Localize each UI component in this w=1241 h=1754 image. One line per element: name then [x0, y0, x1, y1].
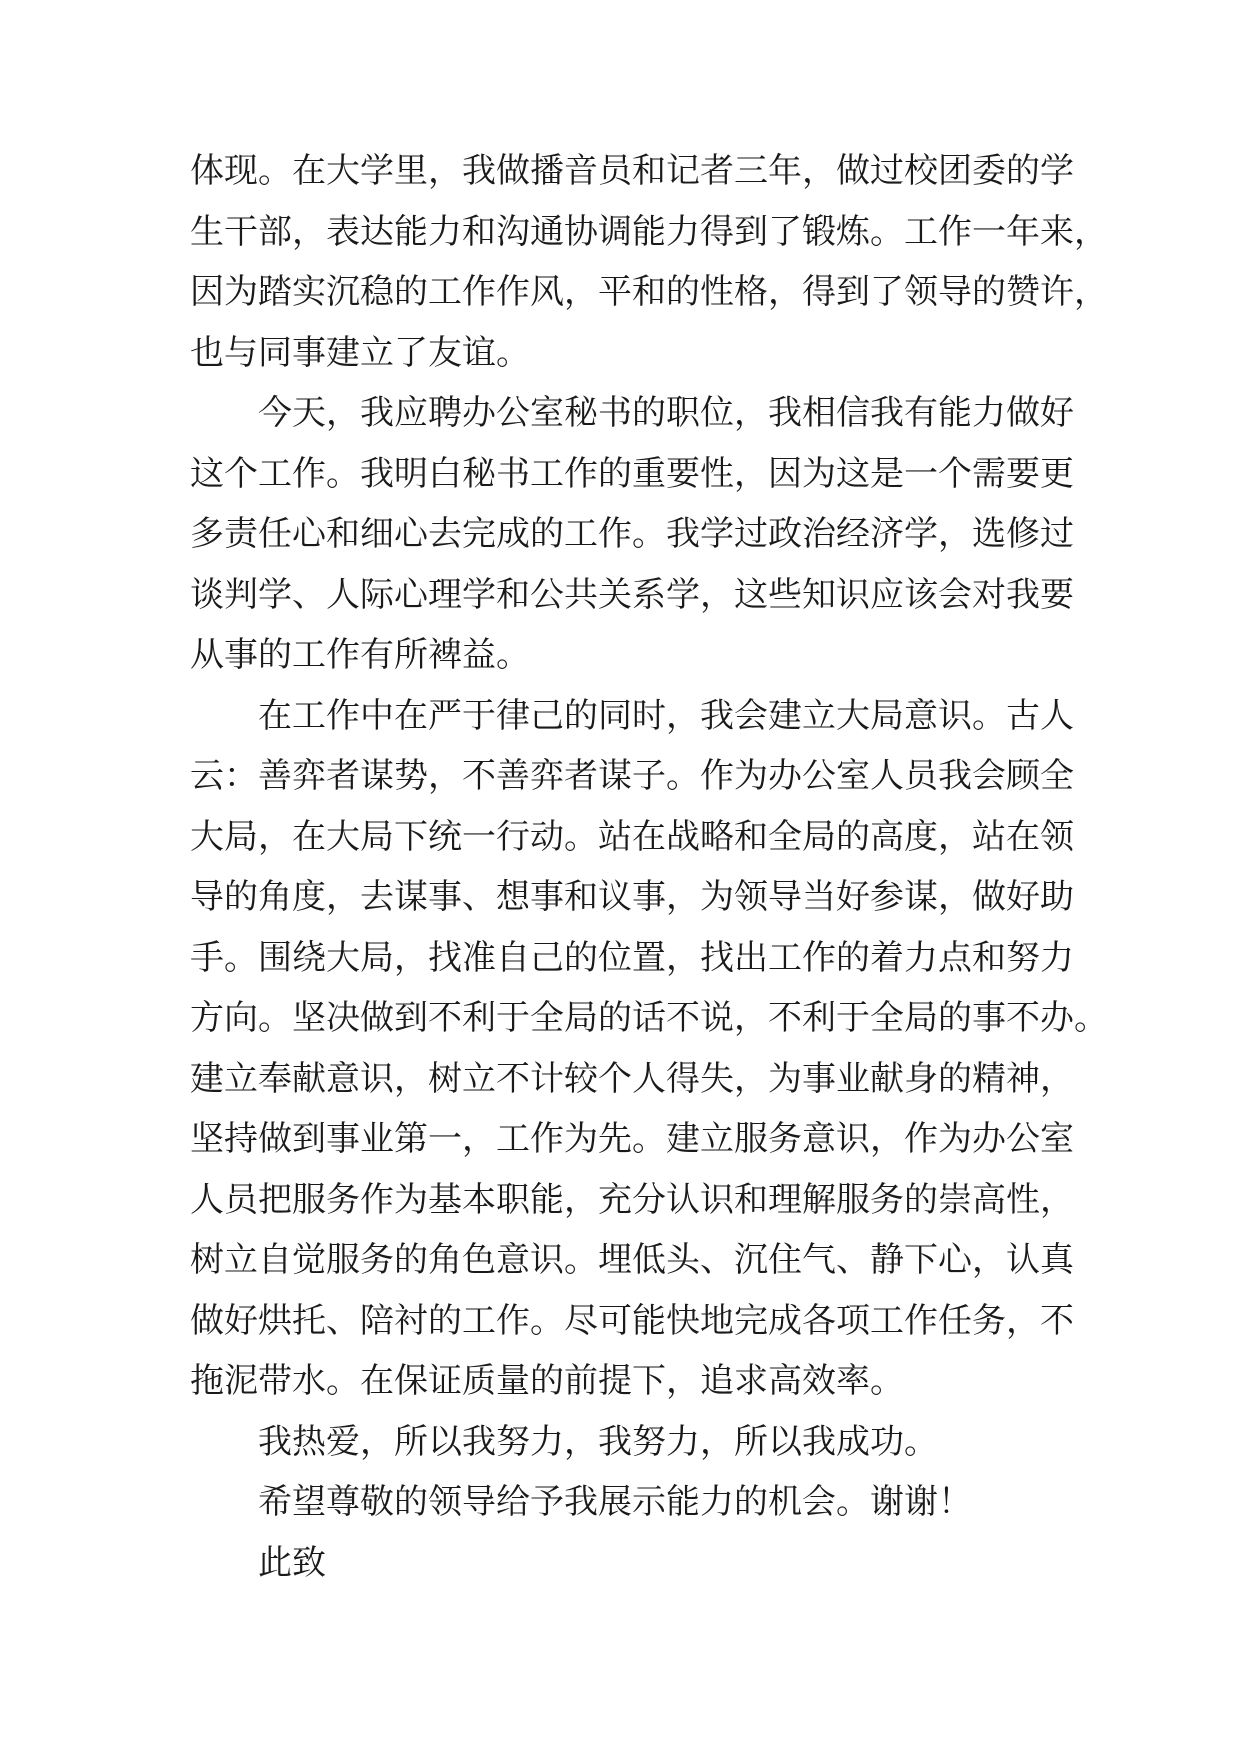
text-line: 建立奉献意识，树立不计较个人得失，为事业献身的精神， — [190, 1058, 1074, 1099]
text-line: 希望尊敬的领导给予我展示能力的机会。谢谢！ — [258, 1482, 972, 1522]
text-line: 多责任心和细心去完成的工作。我学过政治经济学，选修过 — [190, 514, 1074, 554]
text-line: 树立自觉服务的角色意识。埋低头、沉住气、静下心，认真 — [190, 1240, 1074, 1280]
text-line: 谈判学、人际心理学和公共关系学，这些知识应该会对我要 — [190, 574, 1074, 615]
text-line: 导的角度，去谋事、想事和议事，为领导当好参谋，做好助 — [190, 877, 1074, 917]
text-line: 拖泥带水。在保证质量的前提下，追求高效率。 — [190, 1361, 904, 1401]
text-line: 也与同事建立了友谊。 — [190, 332, 530, 373]
text-line: 手。围绕大局，找准自己的位置，找出工作的着力点和努力 — [190, 937, 1074, 978]
text-line: 因为踏实沉稳的工作作风，平和的性格，得到了领导的赞许， — [190, 272, 1108, 312]
text-line: 方向。坚决做到不利于全局的话不说，不利于全局的事不办。 — [190, 998, 1108, 1038]
text-line: 生干部，表达能力和沟通协调能力得到了锻炼。工作一年来， — [190, 211, 1108, 252]
text-line: 在工作中在严于律己的同时，我会建立大局意识。古人 — [258, 695, 1074, 736]
text-line: 大局，在大局下统一行动。站在战略和全局的高度，站在领 — [190, 816, 1074, 857]
text-line: 云：善弈者谋势，不善弈者谋子。作为办公室人员我会顾全 — [190, 756, 1074, 796]
text-line: 人员把服务作为基本职能，充分认识和理解服务的崇高性， — [190, 1179, 1074, 1220]
text-line: 做好烘托、陪衬的工作。尽可能快地完成各项工作任务，不 — [190, 1300, 1074, 1341]
text-line: 坚持做到事业第一，工作为先。建立服务意识，作为办公室 — [190, 1119, 1074, 1159]
text-line: 这个工作。我明白秘书工作的重要性，因为这是一个需要更 — [190, 453, 1074, 494]
text-line: 体现。在大学里，我做播音员和记者三年，做过校团委的学 — [190, 151, 1074, 191]
text-line: 从事的工作有所裨益。 — [190, 635, 530, 675]
text-line: 今天，我应聘办公室秘书的职位，我相信我有能力做好 — [258, 393, 1074, 433]
letter-body — [190, 141, 1108, 1593]
text-line: 我热爱，所以我努力，我努力，所以我成功。 — [258, 1421, 938, 1462]
closing-salutation: 此致 — [258, 1542, 326, 1583]
